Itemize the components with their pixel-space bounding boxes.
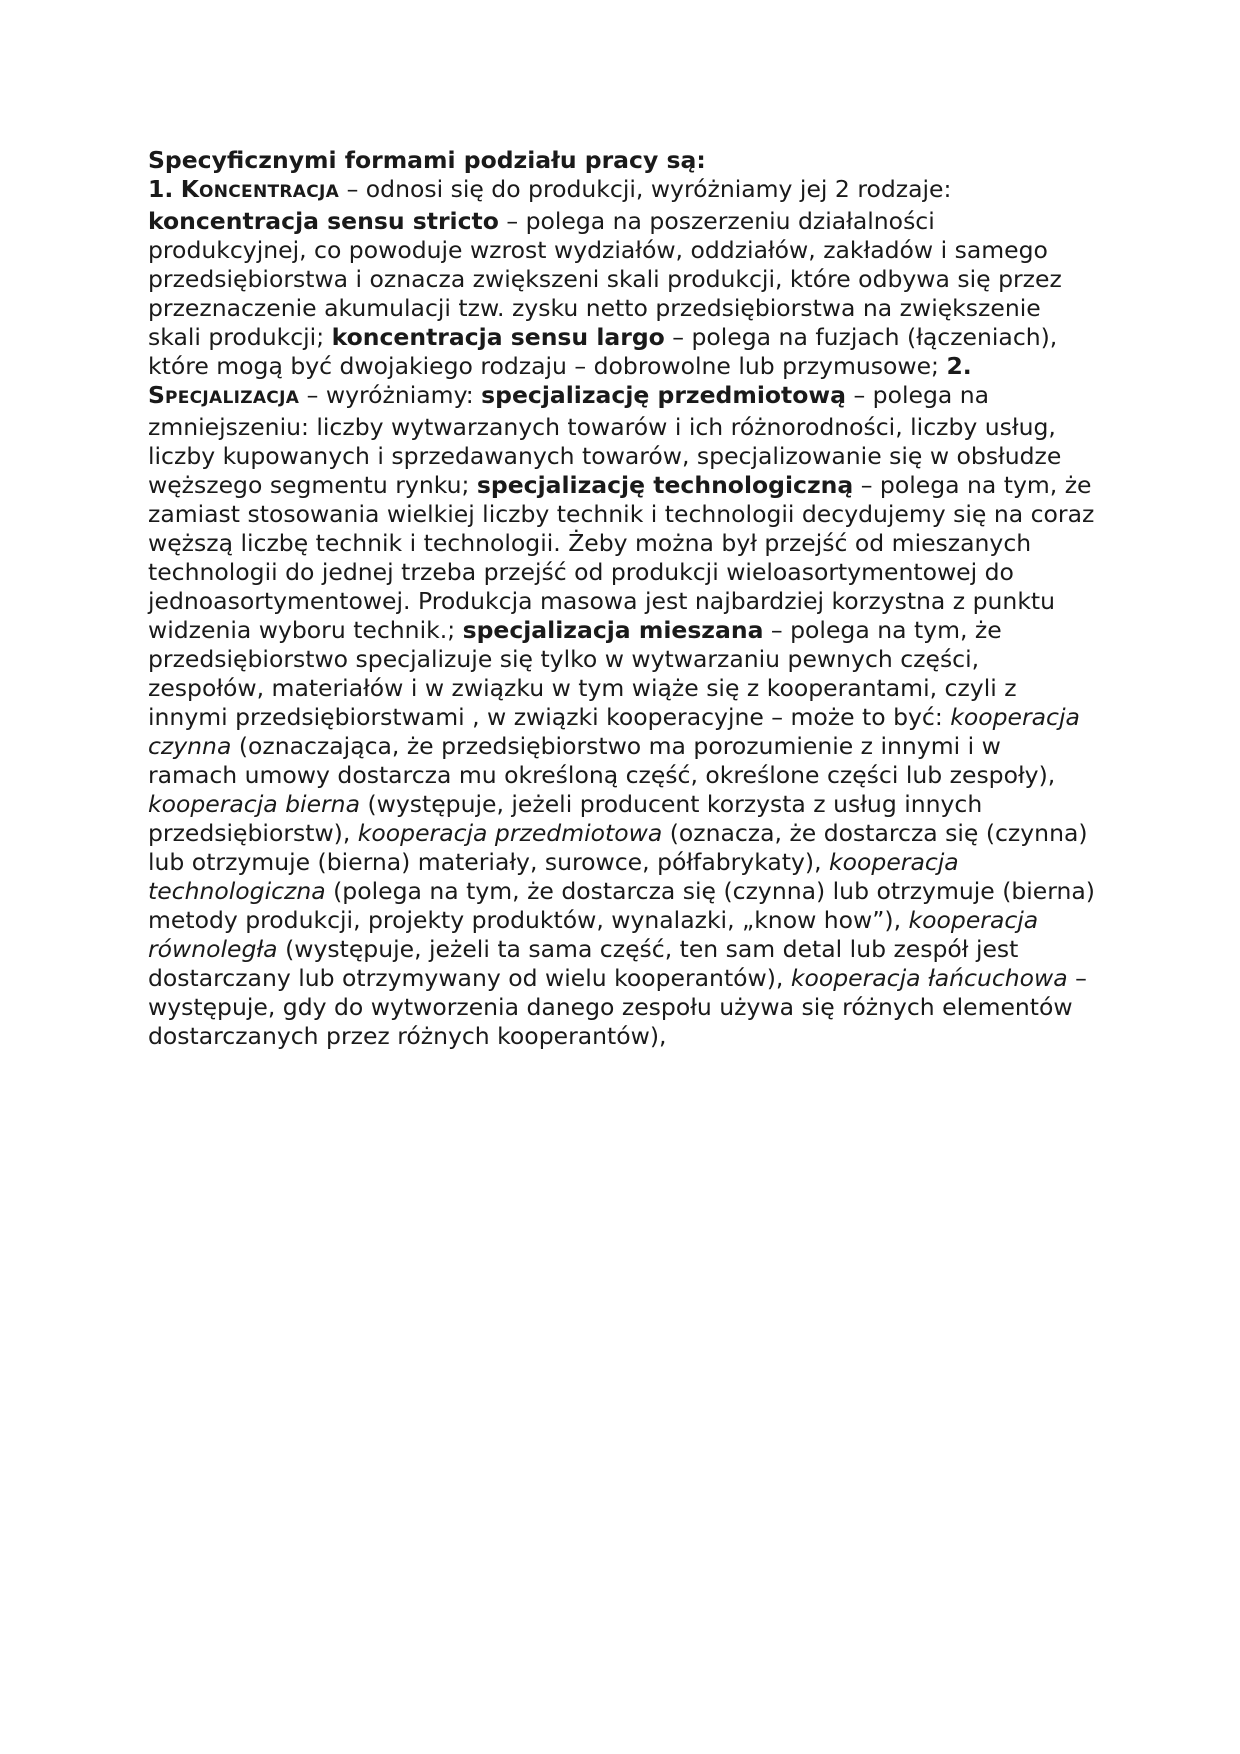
section-2-number: 2.: [946, 352, 972, 380]
term-koncentracja-largo: koncentracja sensu largo: [331, 323, 665, 351]
term-kooperacja-rownolegla: kooperacja równoległa: [148, 906, 1039, 963]
section-1-number: 1.: [148, 175, 174, 203]
section-2-intro: – wyróżniamy:: [299, 381, 482, 409]
text-koncentracja-stricto: – polega na poszerzeniu działalności produkcyjnej, co powoduje wzrost wydziałów, oddziałów, zakładów i samego przedsiębiorstwa i oznacza zwiększeni skali produkcji, które odbywa się przez przeznaczenie akumulacji tzw. zysku netto przedsiębiorstwa na zwiększenie skali produkcji;: [148, 207, 1062, 351]
document-paragraph: [148, 175, 1096, 1051]
text-specjalizacja-przedmiotowa: – polega na zmniejszeniu: liczby wytwarzanych towarów i ich różnorodności, liczby usług, liczby kupowanych i sprzedawanych towarów, specjalizowanie się w obsłudze węższego segmentu rynku;: [148, 381, 1062, 499]
section-1-title-initial: K: [180, 175, 199, 203]
term-specjalizacja-technologiczna: specjalizację technologiczną: [476, 471, 854, 499]
text-specjalizacja-technologiczna: – polega na tym, że zamiast stosowania wielkiej liczby technik i technologii decydujemy się na coraz węższą liczbę technik i technologii. Żeby można był przejść od mieszanych technologii do jednej trzeba przejść od produkcji wieloasortymentowej do jednoasortymentowej. Produkcja masowa jest najbardziej korzystna z punktu widzenia wyboru technik.;: [148, 471, 1095, 644]
term-kooperacja-przedmiotowa: kooperacja przedmiotowa: [357, 819, 663, 847]
term-kooperacja-technologiczna: kooperacja technologiczna: [148, 848, 959, 905]
term-kooperacja-lancuchowa: kooperacja łańcuchowa: [790, 964, 1068, 992]
text-kooperacja-rownolegla: (występuje, jeżeli ta sama część, ten sam detal lub zespół jest dostarczany lub otrzymywany od wielu kooperantów),: [148, 935, 1019, 992]
section-2-title-rest: PECJALIZACJA: [164, 388, 300, 408]
section-1-title-rest: ONCENTRACJA: [198, 182, 340, 202]
text-kooperacja-bierna: (występuje, jeżeli producent korzysta z usług innych przedsiębiorstw),: [148, 790, 983, 847]
text-kooperacja-lancuchowa: – występuje, gdy do wytworzenia danego zespołu używa się różnych elementów dostarczanych przez różnych kooperantów),: [148, 964, 1087, 1050]
document-heading: Specyficznymi formami podziału pracy są:: [148, 146, 706, 174]
term-specjalizacja-przedmiotowa: specjalizację przedmiotową: [481, 381, 846, 409]
document-body: [148, 146, 1096, 1051]
text-kooperacja-technologiczna: (polega na tym, że dostarcza się (czynna) lub otrzymuje (bierna) metody produkcji, projekty produktów, wynalazki, „know how”),: [148, 877, 1095, 934]
term-kooperacja-czynna: kooperacja czynna: [148, 703, 1080, 760]
text-kooperacja-czynna: (oznaczająca, że przedsiębiorstwo ma porozumienie z innymi i w ramach umowy dostarcza mu określoną część, określone części lub zespoły),: [148, 732, 1056, 789]
section-1-intro: – odnosi się do produkcji, wyróżniamy jej 2 rodzaje:: [339, 175, 952, 203]
text-kooperacja-przedmiotowa: (oznacza, że dostarcza się (czynna) lub otrzymuje (bierna) materiały, surowce, półfabrykaty),: [148, 819, 1088, 876]
term-kooperacja-bierna: kooperacja bierna: [148, 790, 360, 818]
term-specjalizacja-mieszana: specjalizacja mieszana: [462, 616, 764, 644]
text-specjalizacja-mieszana: – polega na tym, że przedsiębiorstwo specjalizuje się tylko w wytwarzaniu pewnych części, zespołów, materiałów i w związku w tym wiąże się z kooperantami, czyli z innymi przedsiębiorstwami , w związki kooperacyjne – może to być:: [148, 616, 1017, 731]
text-koncentracja-largo: – polega na fuzjach (łączeniach), które mogą być dwojakiego rodzaju – dobrowolne lub przymusowe;: [148, 323, 1058, 380]
term-koncentracja-stricto: koncentracja sensu stricto: [148, 207, 499, 235]
section-2-title-initial: S: [148, 381, 165, 409]
